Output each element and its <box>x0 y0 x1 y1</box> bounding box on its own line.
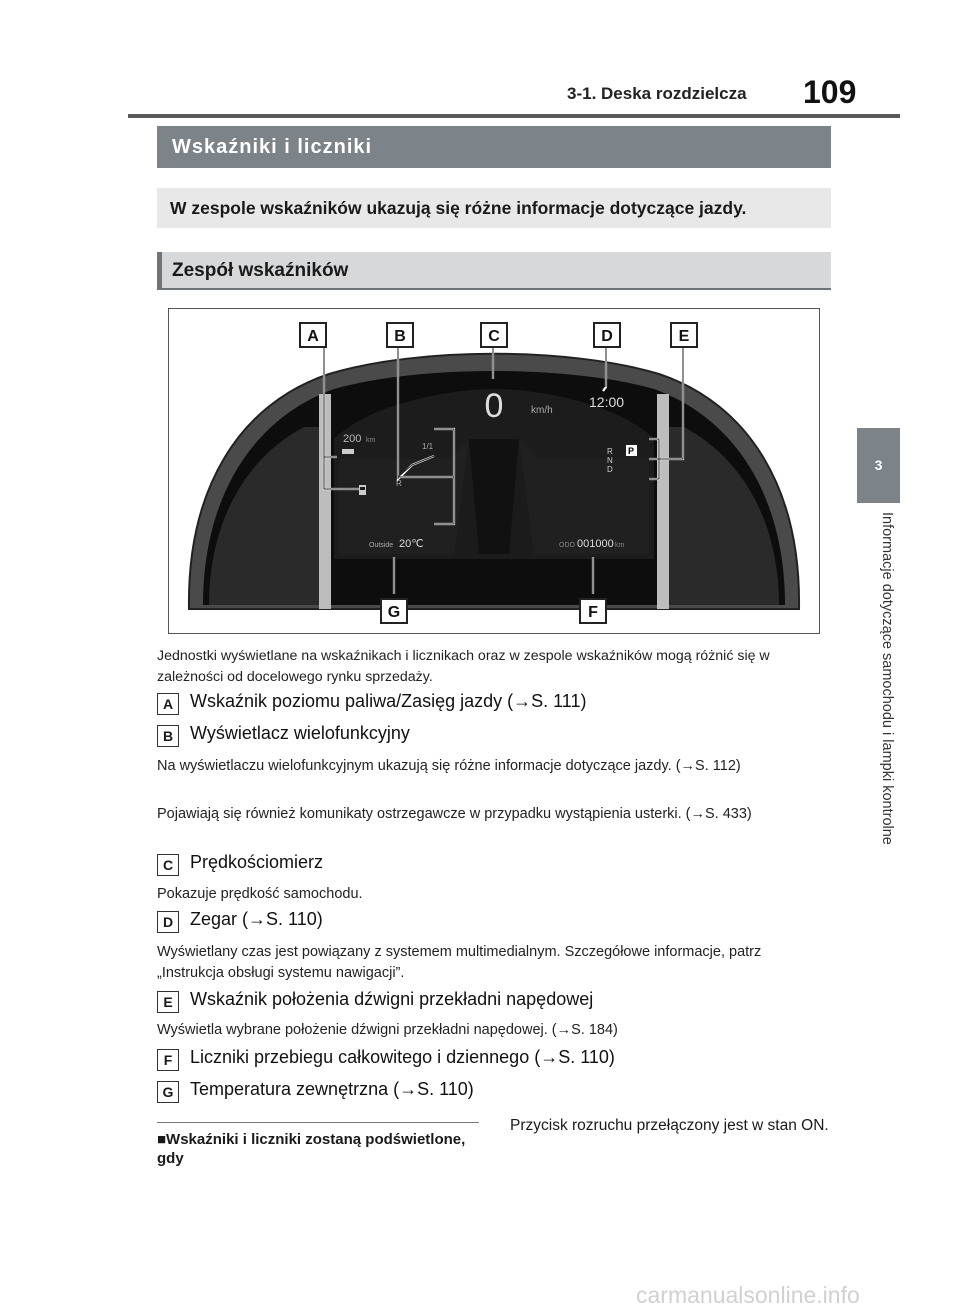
condition-heading: ■Wskaźniki i liczniki zostaną podświetlone, gdy <box>157 1131 466 1167</box>
gear-d: D <box>607 465 613 474</box>
subheading: Zespół wskaźników <box>157 252 831 290</box>
bottom-divider <box>157 1122 479 1123</box>
gear-n: N <box>607 456 613 465</box>
callout-g: G <box>387 604 401 621</box>
units-note: Jednostki wyświetlane na wskaźnikach i licznikach oraz w zespole wskaźników mogą różnić się w zależności od docelowego rynku sprzedaży. <box>157 648 770 685</box>
section-header: 3-1. Deska rozdzielcza <box>567 84 747 103</box>
item-b-desc-2: Pojawiają się również komunikaty ostrzegawcze w przypadku wystąpienia usterki. (→S. 433) <box>157 806 752 822</box>
callout-f: F <box>588 604 598 621</box>
header-divider <box>128 114 900 118</box>
callout-a: A <box>307 328 319 345</box>
item-title: Zegar (→S. 110) <box>190 909 323 929</box>
gear-p: P <box>628 446 635 456</box>
item-label: F <box>157 1049 179 1071</box>
item-title: Prędkościomierz <box>190 852 324 872</box>
item-title: Temperatura zewnętrzna (→S. 110) <box>190 1079 474 1099</box>
callout-e: E <box>678 328 690 345</box>
outside-label: Outside <box>369 542 394 549</box>
title-band: Wskaźniki i liczniki <box>157 126 831 168</box>
item-c-desc: Pokazuje prędkość samochodu. <box>157 886 363 902</box>
fuel-full-label: 1/1 <box>422 442 434 451</box>
outside-temp: 20℃ <box>399 538 424 550</box>
item-title: Wyświetlacz wielofunkcyjny <box>190 723 410 743</box>
car-range-icon <box>342 449 354 454</box>
speed-unit: km/h <box>531 405 553 416</box>
chapter-side-text: Informacje dotyczące samochodu i lampki kontrolne <box>879 512 895 845</box>
range-value: 200 <box>343 433 362 445</box>
callout-d: D <box>601 328 613 345</box>
intro-text: W zespole wskaźników ukazują się różne informacje dotyczące jazdy. <box>157 188 831 228</box>
item-label: B <box>157 725 179 747</box>
item-title: Wskaźnik położenia dźwigni przekładni napędowej <box>190 989 594 1009</box>
item-label: G <box>157 1081 179 1103</box>
page-number: 109 <box>803 74 857 110</box>
item-e-desc: Wyświetla wybrane położenie dźwigni przekładni napędowej. (→S. 184) <box>157 1022 618 1038</box>
item-b-desc-1: Na wyświetlaczu wielofunkcyjnym ukazują się różne informacje dotyczące jazdy. (→S. 112) <box>157 758 741 774</box>
clock-value: 12:00 <box>589 394 625 410</box>
item-label: E <box>157 991 179 1013</box>
range-unit: km <box>366 437 376 444</box>
item-title: Liczniki przebiegu całkowitego i dziennego (→S. 110) <box>190 1047 615 1067</box>
odo-unit: km <box>615 542 625 549</box>
speed-value: 0 <box>484 387 504 425</box>
fuel-r-label: R <box>396 479 402 488</box>
item-label: A <box>157 693 179 715</box>
gear-r: R <box>607 447 613 456</box>
odo-value: 001000 <box>577 538 614 550</box>
item-d-desc: Wyświetlany czas jest powiązany z systemem multimedialnym. Szczegółowe informacje, patrz „Instrukcja obsługi systemu nawigacji”. <box>157 944 762 981</box>
callout-c: C <box>488 328 500 345</box>
odo-label: ODO <box>559 542 575 549</box>
instrument-cluster-illustration <box>169 309 819 633</box>
item-label: C <box>157 854 179 876</box>
chapter-tab: 3 <box>857 428 900 503</box>
item-label: D <box>157 911 179 933</box>
instrument-cluster-figure <box>168 308 820 634</box>
callout-b: B <box>394 328 406 345</box>
item-title: Wskaźnik poziomu paliwa/Zasięg jazdy (→S. 111) <box>190 691 587 711</box>
condition-text: Przycisk rozruchu przełączony jest w stan ON. <box>510 1117 829 1134</box>
watermark-text: carmanualsonline.info <box>636 1282 860 1308</box>
fuel-pump-icon <box>359 485 366 495</box>
